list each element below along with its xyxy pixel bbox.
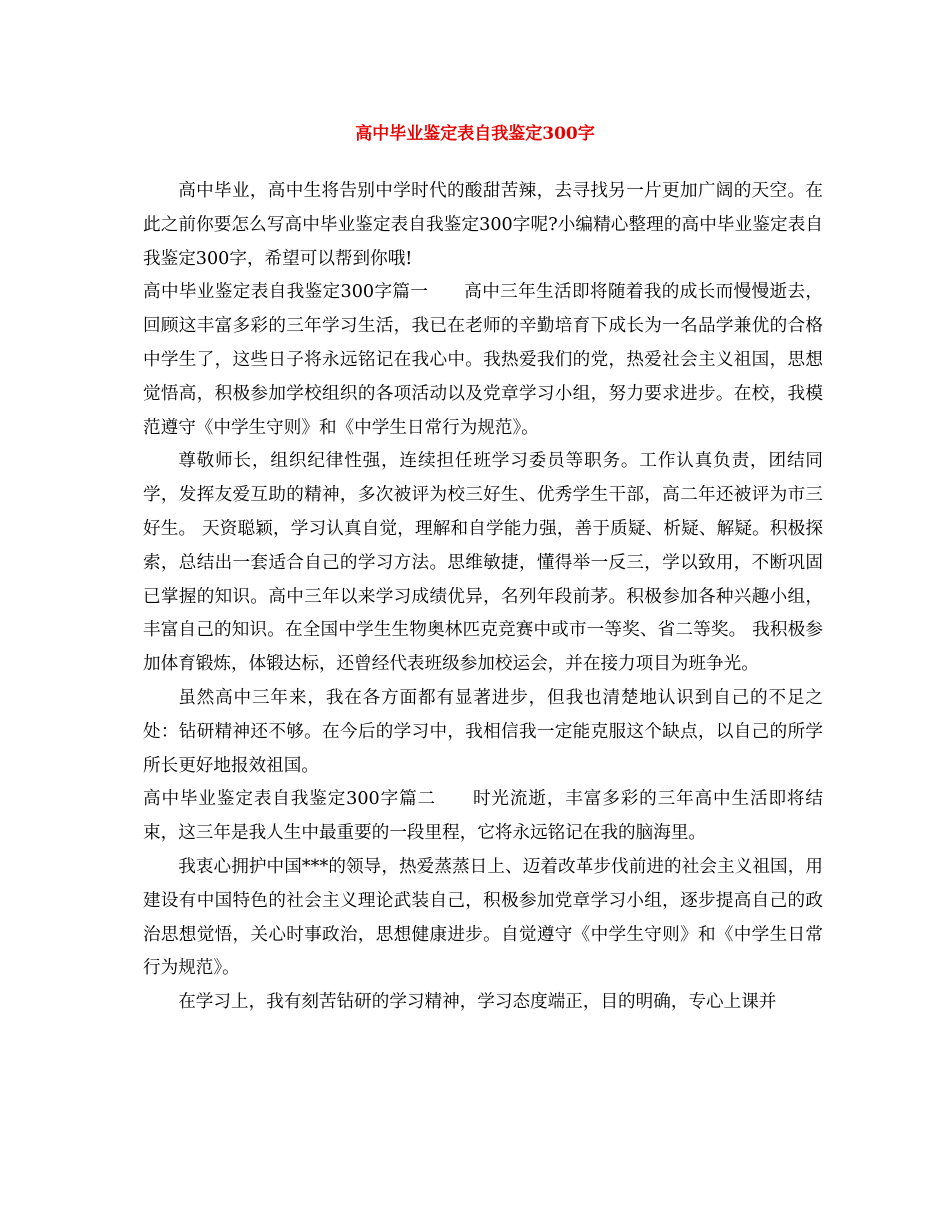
document-body — [143, 175, 823, 1020]
paragraph-intro: 高中毕业，高中生将告别中学时代的酸甜苦辣，去寻找另一片更加广阔的天空。在此之前你要怎么写高中毕业鉴定表自我鉴定300字呢?小编精心整理的高中毕业鉴定表自我鉴定300字，希望可以帮到你哦! — [143, 181, 823, 269]
paragraph-teachers: 尊敬师长，组织纪律性强，连续担任班学习委员等职务。工作认真负责，团结同学，发挥友爱互助的精神，多次被评为校三好生、优秀学生干部，高二年还被评为市三好生。 天资聪颖，学习认真自觉，理解和自学能力强，善于质疑、析疑、解疑。积极探索，总结出一套适合自己的学习方法。思维敏捷，懂得举一反三，学以致用，不断巩固已掌握的知识。高中三年以来学习成绩优异，名列年段前茅。积极参加各种兴趣小组，丰富自己的知识。在全国中学生生物奥林匹克竞赛中或市一等奖、省二等奖。 我积极参加体育锻炼，体锻达标，还曾经代表班级参加校运会，并在接力项目为班争光。 — [143, 451, 823, 675]
paragraph-study: 在学习上，我有刻苦钻研的学习精神，学习态度端正，目的明确，专心上课并 — [178, 992, 777, 1013]
paragraph-shortcomings: 虽然高中三年来，我在各方面都有显著进步，但我也清楚地认识到自己的不足之处：钻研精神还不够。在今后的学习中，我相信我一定能克服这个缺点，以自己的所学所长更好地报效祖国。 — [143, 687, 823, 776]
paragraph-politics: 我衷心拥护中国***的领导，热爱蒸蒸日上、迈着改革步伐前进的社会主义祖国，用建设有中国特色的社会主义理论武装自己，积极参加党章学习小组，逐步提高自己的政治思想觉悟，关心时事政治，思想健康进步。自觉遵守《中学生守则》和《中学生日常行为规范》。 — [143, 856, 823, 979]
paragraph-section-two: 高中毕业鉴定表自我鉴定300字篇二 时光流逝，丰富多彩的三年高中生活即将结束，这三年是我人生中最重要的一段里程，它将永远铭记在我的脑海里。 — [143, 789, 823, 844]
document-title: 高中毕业鉴定表自我鉴定300字 — [355, 124, 595, 144]
paragraph-section-one: 高中毕业鉴定表自我鉴定300字篇一 高中三年生活即将随着我的成长而慢慢逝去，回顾这丰富多彩的三年学习生活，我已在老师的辛勤培育下成长为一名品学兼优的合格中学生了，这些日子将永远铭记在我心中。我热爱我们的党，热爱社会主义祖国，思想觉悟高，积极参加学校组织的各项活动以及党章学习小组，努力要求进步。在校，我模范遵守《中学生守则》和《中学生日常行为规范》。 — [143, 282, 823, 438]
